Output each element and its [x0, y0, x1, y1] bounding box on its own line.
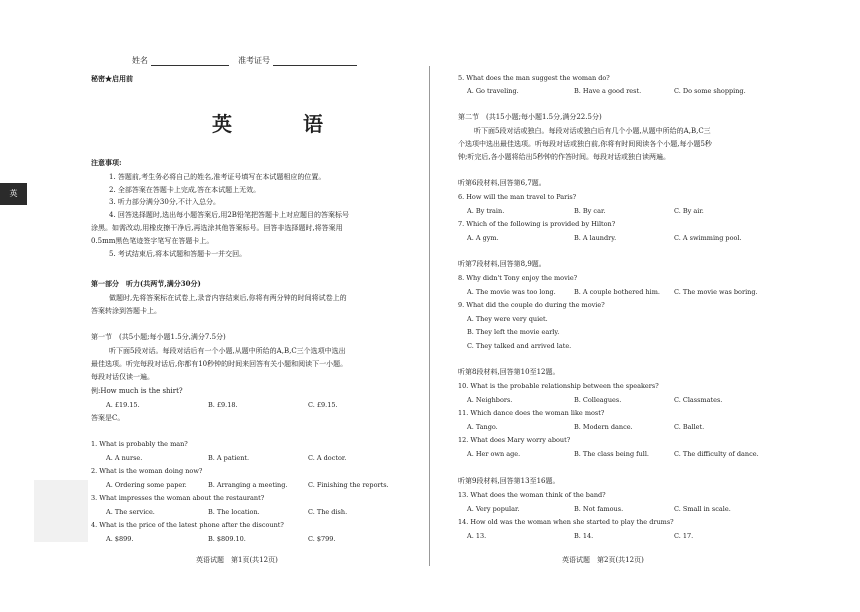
q9-option-c: C. They talked and arrived late.: [467, 342, 572, 350]
q13-option-b: B. Not famous.: [574, 505, 624, 513]
q5-option-b: B. Have a good rest.: [574, 87, 642, 95]
q12-option-a: A. Her own age.: [467, 450, 521, 458]
q6-option-b: B. By car.: [574, 207, 606, 215]
q5-option-c: C. Do some shopping.: [674, 87, 746, 95]
q3-option-b: B. The location.: [208, 508, 260, 516]
name-field: [132, 55, 229, 66]
sec1-desc-3: 每段对话仅读一遍。: [91, 373, 154, 381]
exam-no-label: 准考证号: [238, 56, 270, 65]
question-6: 6. How will the man travel to Paris?: [458, 193, 577, 201]
note-4-cont-2: 0.5mm黑色笔迹签字笔写在答题卡上。: [91, 237, 214, 245]
exam-no-underline: [273, 56, 357, 66]
sec1-title: 第一节 (共5小题;每小题1.5分,满分7.5分): [91, 333, 226, 341]
q9-option-a: A. They were very quiet.: [467, 315, 548, 323]
q14-option-c: C. 17.: [674, 532, 694, 540]
note-2: 2. 全部答案在答题卡上完成,答在本试题上无效。: [109, 186, 261, 194]
secret-label: 秘密★启用前: [91, 74, 133, 83]
sec2-title: 第二节 (共15小题;每小题1.5分,满分22.5分): [458, 113, 602, 121]
question-1: 1. What is probably the man?: [91, 440, 188, 448]
q1-option-a: A. A nurse.: [106, 454, 143, 462]
question-13: 13. What does the woman think of the band?: [458, 491, 606, 499]
example-answer: 答案是C。: [91, 414, 125, 422]
material-9-heading: 听第9段材料,回答第13至16题。: [458, 477, 560, 485]
note-4: 4. 回答选择题时,选出每小题答案后,用2B铅笔把答题卡上对应题目的答案标号: [109, 211, 349, 219]
note-3: 3. 听力部分满分30分,不计入总分。: [109, 198, 221, 206]
right-page-footer: 英语试题 第2页(共12页): [562, 556, 644, 564]
q12-option-c: C. The difficulty of dance.: [674, 450, 759, 458]
q13-option-c: C. Small in scale.: [674, 505, 731, 513]
note-4-cont-1: 涂黑。如需改动,用橡皮擦干净后,再选涂其他答案标号。回答非选择题时,将答案用: [91, 224, 343, 232]
q4-option-c: C. $799.: [308, 535, 336, 543]
example-option-c: C. £9.15.: [308, 401, 338, 409]
q8-option-b: B. A couple bothered him.: [574, 288, 660, 296]
q5-option-a: A. Go traveling.: [467, 87, 519, 95]
q4-option-a: A. $899.: [106, 535, 134, 543]
subject-side-tab: 英: [0, 183, 27, 205]
q10-option-c: C. Classmates.: [674, 396, 723, 404]
q10-option-b: B. Colleagues.: [574, 396, 622, 404]
q11-option-b: B. Modern dance.: [574, 423, 633, 431]
left-page-footer: 英语试题 第1页(共12页): [196, 556, 278, 564]
sec1-desc-2: 最佳选项。听完每段对话后,你都有10秒钟的时间来回答有关小题和阅读下一小题。: [91, 360, 348, 368]
question-9: 9. What did the couple do during the movie?: [458, 301, 605, 309]
q7-option-c: C. A swimming pool.: [674, 234, 742, 242]
note-5: 5. 考试结束后,将本试题和答题卡一并交回。: [109, 250, 247, 258]
q6-option-c: C. By air.: [674, 207, 704, 215]
question-10: 10. What is the probable relationship between the speakers?: [458, 382, 659, 390]
name-label: 姓名: [132, 56, 148, 65]
q2-option-a: A. Ordering some paper.: [106, 481, 187, 489]
question-14: 14. How old was the woman when she started to play the drums?: [458, 518, 674, 526]
shaded-block: [34, 480, 88, 542]
question-11: 11. Which dance does the woman like most?: [458, 409, 605, 417]
question-2: 2. What is the woman doing now?: [91, 467, 203, 475]
page-title: 英 语: [212, 112, 355, 136]
q1-option-b: B. A patient.: [208, 454, 250, 462]
example-option-b: B. £9.18.: [208, 401, 238, 409]
q11-option-a: A. Tango.: [467, 423, 498, 431]
q2-option-b: B. Arranging a meeting.: [208, 481, 288, 489]
q12-option-b: B. The class being full.: [574, 450, 649, 458]
question-7: 7. Which of the following is provided by Hilton?: [458, 220, 616, 228]
question-4: 4. What is the price of the latest phone after the discount?: [91, 521, 284, 529]
q14-option-a: A. 13.: [467, 532, 487, 540]
example-question: 例:How much is the shirt?: [91, 387, 183, 395]
q13-option-a: A. Very popular.: [467, 505, 520, 513]
question-12: 12. What does Mary worry about?: [458, 436, 571, 444]
part1-desc-2: 答案转涂到答题卡上。: [91, 307, 161, 315]
q14-option-b: B. 14.: [574, 532, 594, 540]
sec1-desc-1: 听下面5段对话。每段对话后有一个小题,从题中所给的A,B,C三个选项中选出: [109, 347, 346, 355]
q2-option-c: C. Finishing the reports.: [308, 481, 389, 489]
exam-no-field: [238, 55, 357, 66]
q11-option-c: C. Ballet.: [674, 423, 705, 431]
part1-desc-1: 做题时,先将答案标在试卷上,录音内容结束后,你将有两分钟的时间将试卷上的: [109, 294, 347, 302]
sec2-desc-1: 听下面5段对话或独白。每段对话或独白后有几个小题,从题中所给的A,B,C三: [474, 127, 711, 135]
example-option-a: A. £19.15.: [106, 401, 140, 409]
sec2-desc-2: 个选项中选出最佳选项。听每段对话或独白前,你将有时间阅读各个小题,每小题5秒: [458, 140, 712, 148]
sec2-desc-3: 钟;听完后,各小题将给出5秒钟的作答时间。每段对话或独白读两遍。: [458, 153, 671, 161]
q1-option-c: C. A doctor.: [308, 454, 347, 462]
note-1: 1. 答题前,考生务必将自己的姓名,准考证号填写在本试题相应的位置。: [109, 173, 326, 181]
q4-option-b: B. $809.10.: [208, 535, 246, 543]
material-7-heading: 听第7段材料,回答第8,9题。: [458, 260, 546, 268]
q7-option-b: B. A laundry.: [574, 234, 617, 242]
question-8: 8. Why didn't Tony enjoy the movie?: [458, 274, 578, 282]
q8-option-c: C. The movie was boring.: [674, 288, 758, 296]
q3-option-c: C. The dish.: [308, 508, 348, 516]
part1-title: 第一部分 听力(共两节,满分30分): [91, 279, 201, 288]
material-6-heading: 听第6段材料,回答第6,7题。: [458, 179, 546, 187]
q9-option-b: B. They left the movie early.: [467, 328, 560, 336]
material-8-heading: 听第8段材料,回答第10至12题。: [458, 368, 560, 376]
question-3: 3. What impresses the woman about the restaurant?: [91, 494, 265, 502]
q3-option-a: A. The service.: [106, 508, 155, 516]
notes-title: 注意事项:: [91, 158, 122, 167]
q6-option-a: A. By train.: [467, 207, 505, 215]
q8-option-a: A. The movie was too long.: [467, 288, 556, 296]
q10-option-a: A. Neighbors.: [467, 396, 513, 404]
q7-option-a: A. A gym.: [467, 234, 499, 242]
page-divider: [429, 66, 430, 566]
name-underline: [151, 56, 229, 66]
question-5: 5. What does the man suggest the woman do?: [458, 74, 610, 82]
